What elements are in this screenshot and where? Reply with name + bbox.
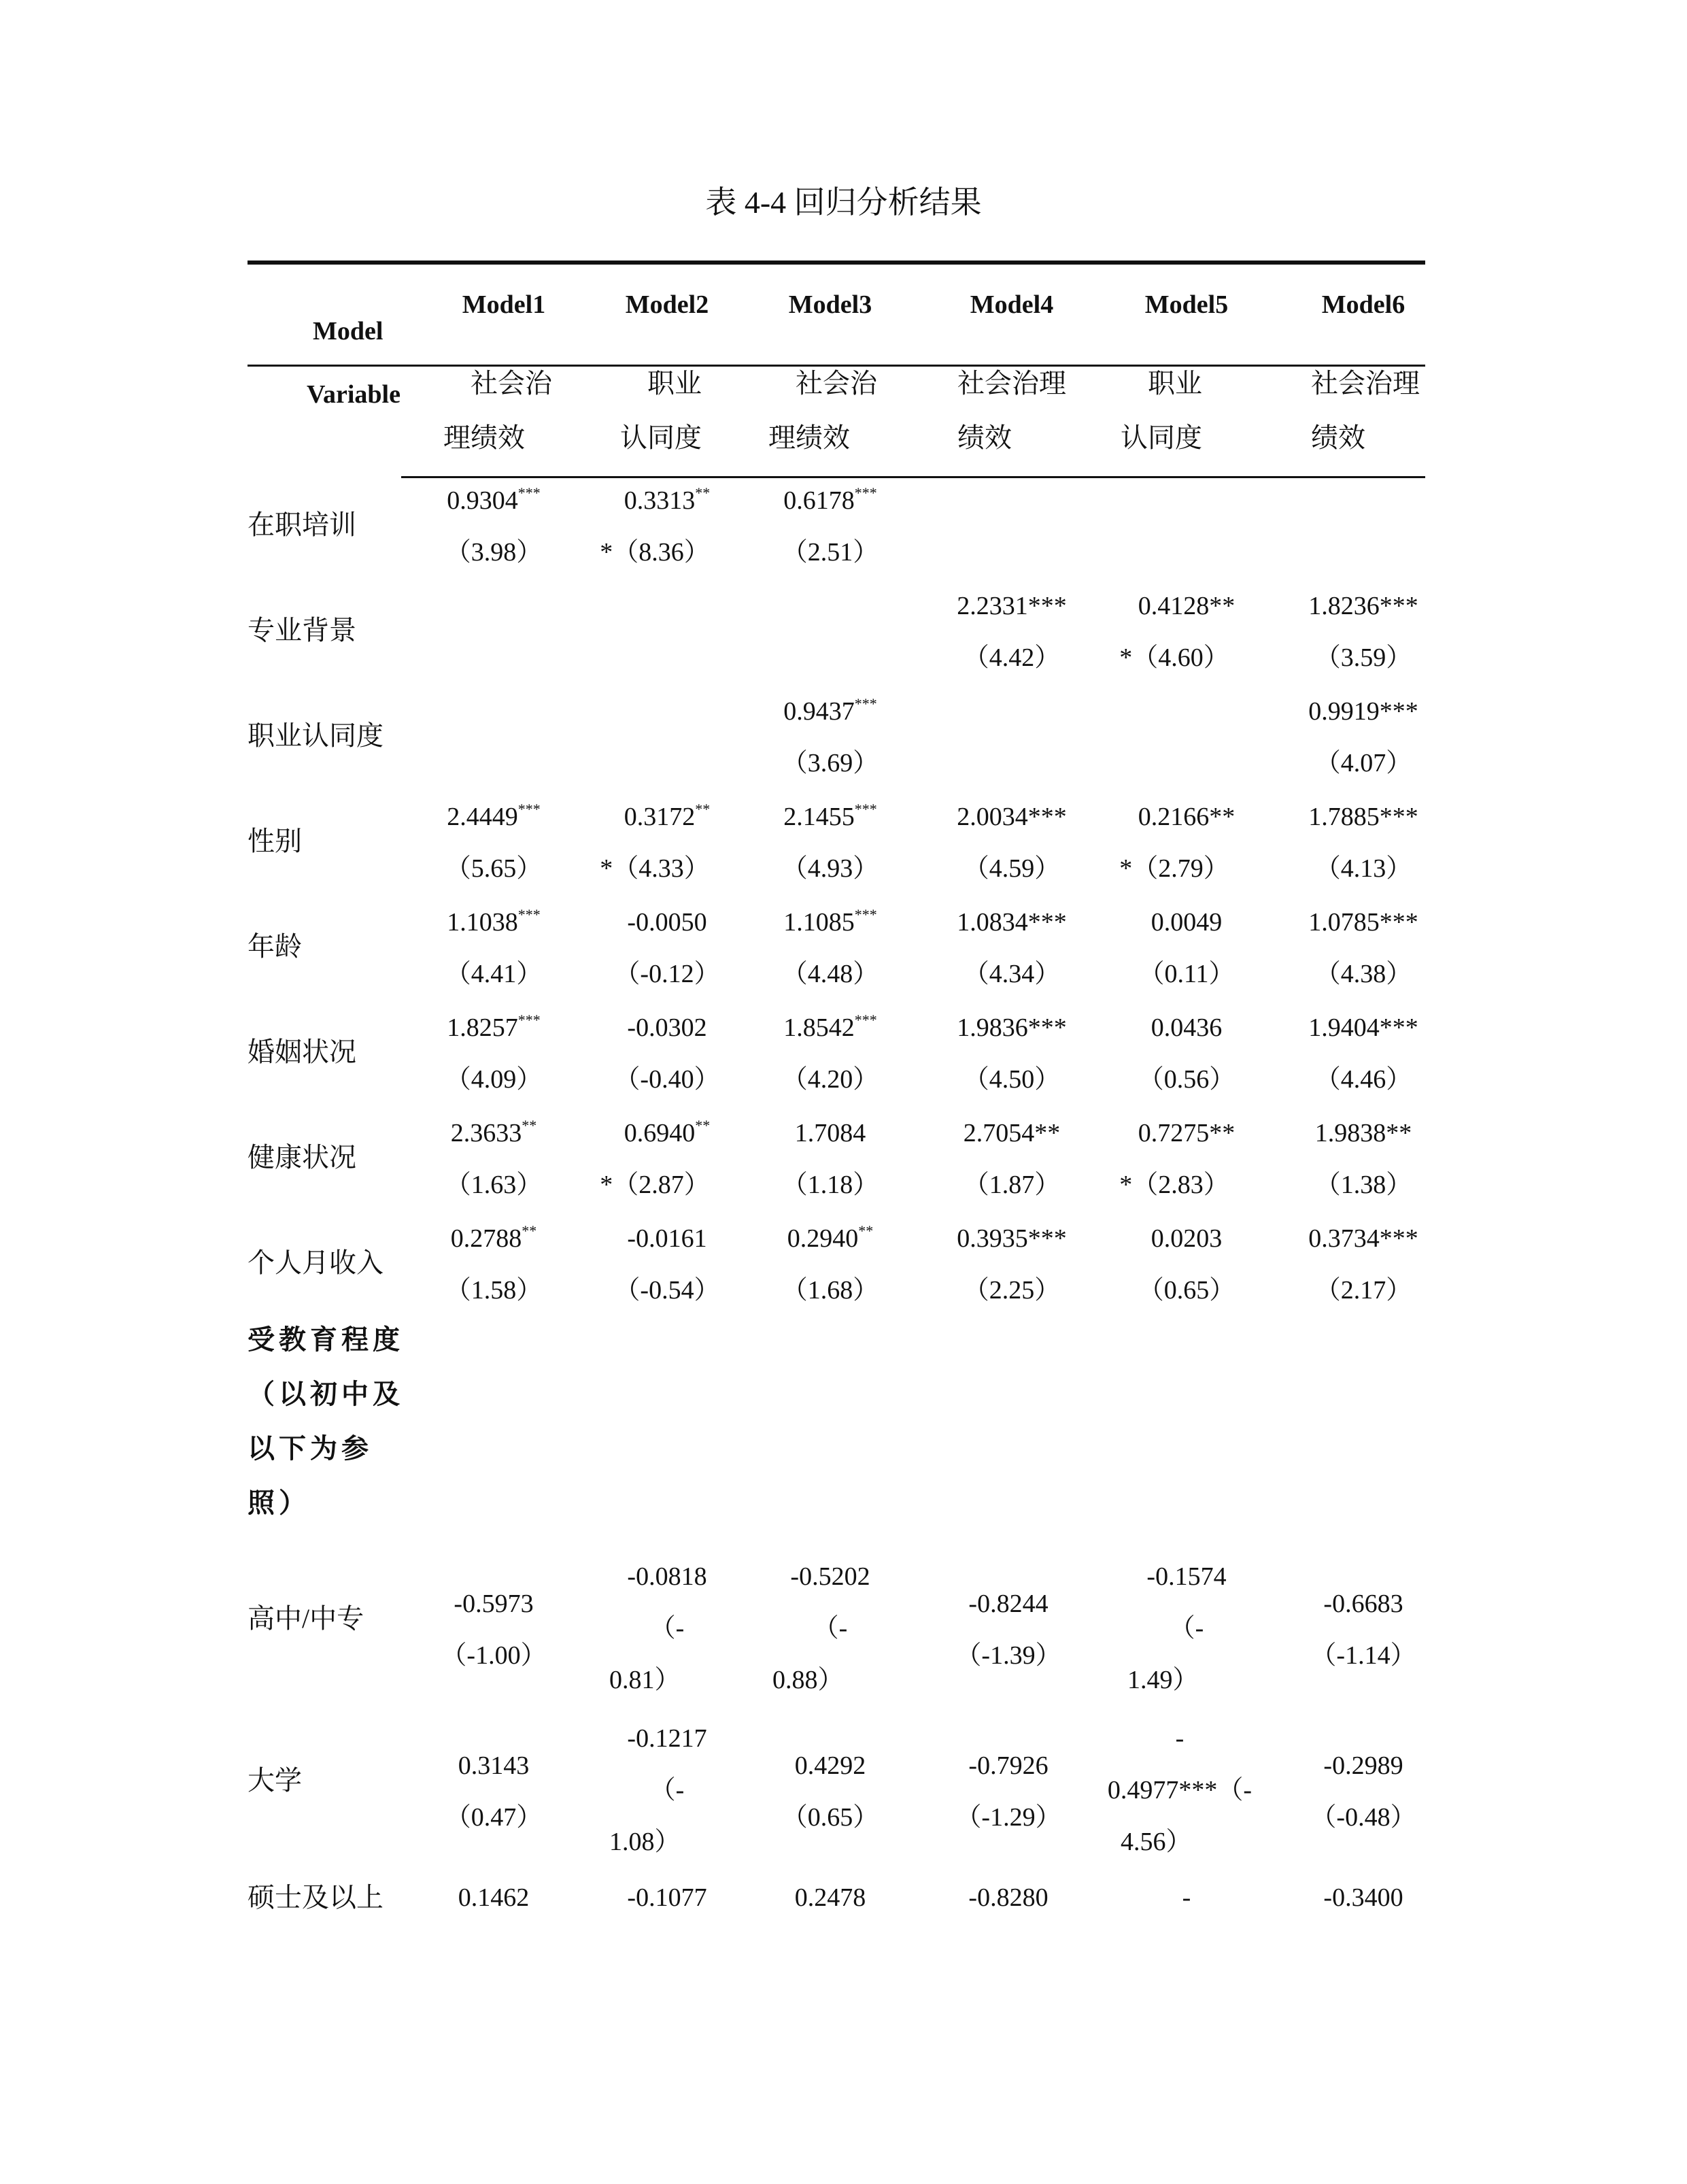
- table-cell: 0.9437*** （3.69）: [781, 695, 879, 777]
- cell-ms-m2: -0.1077: [627, 1883, 707, 1912]
- cell-uni-m6: -0.2989 （-0.48）: [1310, 1751, 1416, 1832]
- table-cell: 1.9404*** （4.46）: [1308, 1013, 1418, 1094]
- table-cell: 0.0203 （0.65）: [1138, 1224, 1236, 1305]
- model-header-6: Model6: [1321, 290, 1405, 319]
- dependent-label-1: 社会治理绩效: [443, 368, 552, 453]
- table-cell: 2.4449*** （5.65）: [445, 801, 543, 883]
- table-cell: -0.0302 （-0.40）: [614, 1013, 720, 1094]
- model-header-label: Model: [313, 317, 384, 346]
- table-cell: 1.1038*** （4.41）: [445, 906, 543, 988]
- table-cell: 1.1085*** （4.48）: [781, 906, 879, 988]
- table-cell: 0.4128** *（4.60）: [1119, 592, 1236, 672]
- row-label: 职业认同度: [248, 720, 384, 751]
- education-group-label: 受教育程度（以初中及以下为参照）: [248, 1324, 404, 1518]
- table-cell: 0.2940** （1.68）: [781, 1222, 879, 1305]
- cell-uni-m2: -0.1217 （- 1.08）: [609, 1724, 707, 1856]
- row-label-high-school: 高中/中专: [248, 1603, 364, 1634]
- table-cell: 1.0785*** （4.38）: [1308, 908, 1418, 988]
- table-title: 表 4-4 回归分析结果: [705, 185, 982, 220]
- table-cell: 1.8542*** （4.20）: [781, 1011, 879, 1094]
- model-header-4: Model4: [970, 290, 1054, 319]
- cell-ms-m3: 0.2478: [794, 1883, 866, 1912]
- table-cell: 1.7084 （1.18）: [781, 1119, 879, 1199]
- table-top-rule: [248, 261, 1425, 265]
- model-header-1: Model1: [462, 290, 546, 319]
- cell-uni-m4: -0.7926 （-1.29）: [955, 1751, 1061, 1832]
- table-cell: 1.9838** （1.38）: [1314, 1119, 1412, 1199]
- cell-hs-m5: -0.1574 （- 1.49）: [1127, 1562, 1227, 1694]
- table-cell: 0.0436 （0.56）: [1138, 1013, 1236, 1094]
- row-label: 性别: [248, 826, 302, 856]
- table-cell: 1.8257*** （4.09）: [445, 1011, 543, 1094]
- table-cell: 2.3633** （1.63）: [445, 1117, 543, 1199]
- table-cell: 0.2788** （1.58）: [445, 1222, 543, 1305]
- table-cell: 2.7054** （1.87）: [963, 1119, 1061, 1199]
- table-cell: 0.3172** *（4.33）: [600, 801, 711, 883]
- table-cell: 0.7275** *（2.83）: [1119, 1119, 1236, 1199]
- table-cell: 1.0834*** （4.34）: [957, 908, 1067, 988]
- table-cell: 1.7885*** （4.13）: [1308, 803, 1418, 883]
- model-header-3: Model3: [788, 290, 872, 319]
- table-cell: 0.2166** *（2.79）: [1119, 803, 1236, 883]
- table-cell: 1.8236*** （3.59）: [1308, 592, 1418, 672]
- table-cell: 0.3935*** （2.25）: [957, 1224, 1067, 1305]
- cell-ms-m1: 0.1462: [458, 1883, 530, 1912]
- table-cell: 1.9836*** （4.50）: [957, 1013, 1067, 1094]
- cell-ms-m6: -0.3400: [1323, 1883, 1403, 1912]
- row-label: 个人月收入: [248, 1247, 384, 1278]
- cell-hs-m1: -0.5973 （-1.00）: [441, 1590, 547, 1670]
- dependent-label-2: 职业认同度: [620, 368, 702, 453]
- table-cell: -0.0050 （-0.12）: [614, 908, 720, 988]
- cell-ms-m5: -: [1182, 1883, 1191, 1912]
- dependent-label-5: 职业认同度: [1121, 368, 1202, 453]
- row-label: 婚姻状况: [248, 1037, 356, 1067]
- table-cell: 2.0034*** （4.59）: [957, 803, 1067, 883]
- cell-uni-m3: 0.4292 （0.65）: [781, 1751, 879, 1832]
- row-label: 专业背景: [248, 615, 356, 645]
- cell-hs-m6: -0.6683 （-1.14）: [1310, 1590, 1416, 1670]
- table-cell: 0.9919*** （4.07）: [1308, 697, 1418, 777]
- row-label: 在职培训: [248, 509, 356, 540]
- cell-uni-m5: - 0.4977***（- 4.56）: [1107, 1724, 1253, 1856]
- row-label-university: 大学: [248, 1765, 302, 1796]
- table-cell: 0.0049 （0.11）: [1138, 908, 1235, 988]
- cell-uni-m1: 0.3143 （0.47）: [445, 1751, 543, 1832]
- table-cell: 0.9304*** （3.98）: [445, 484, 543, 567]
- cell-hs-m4: -0.8244 （-1.39）: [955, 1590, 1061, 1670]
- table-cell: 0.3313** *（8.36）: [600, 484, 711, 567]
- table-cell: 2.1455*** （4.93）: [781, 801, 879, 883]
- row-label: 年龄: [248, 931, 302, 962]
- table-cell: 0.6178*** （2.51）: [781, 484, 879, 567]
- dependent-label-6: 社会治理绩效: [1311, 368, 1420, 453]
- table-cell: 0.6940** *（2.87）: [600, 1117, 711, 1199]
- cell-ms-m4: -0.8280: [968, 1883, 1049, 1912]
- table-cell: 0.3734*** （2.17）: [1308, 1224, 1418, 1305]
- dependent-label-3: 社会治理绩效: [768, 368, 877, 453]
- variable-header-label: Variable: [307, 380, 401, 409]
- model-header-5: Model5: [1144, 290, 1229, 319]
- row-label: 健康状况: [248, 1142, 356, 1173]
- cell-hs-m3: -0.5202 （- 0.88）: [772, 1562, 870, 1694]
- row-label-masters: 硕士及以上: [248, 1882, 384, 1913]
- model-header-2: Model2: [625, 290, 709, 319]
- dependent-label-4: 社会治理绩效: [957, 368, 1066, 453]
- table-cell: 2.2331*** （4.42）: [957, 592, 1067, 672]
- cell-hs-m2: -0.0818 （- 0.81）: [609, 1562, 707, 1694]
- table-cell: -0.0161 （-0.54）: [614, 1224, 720, 1305]
